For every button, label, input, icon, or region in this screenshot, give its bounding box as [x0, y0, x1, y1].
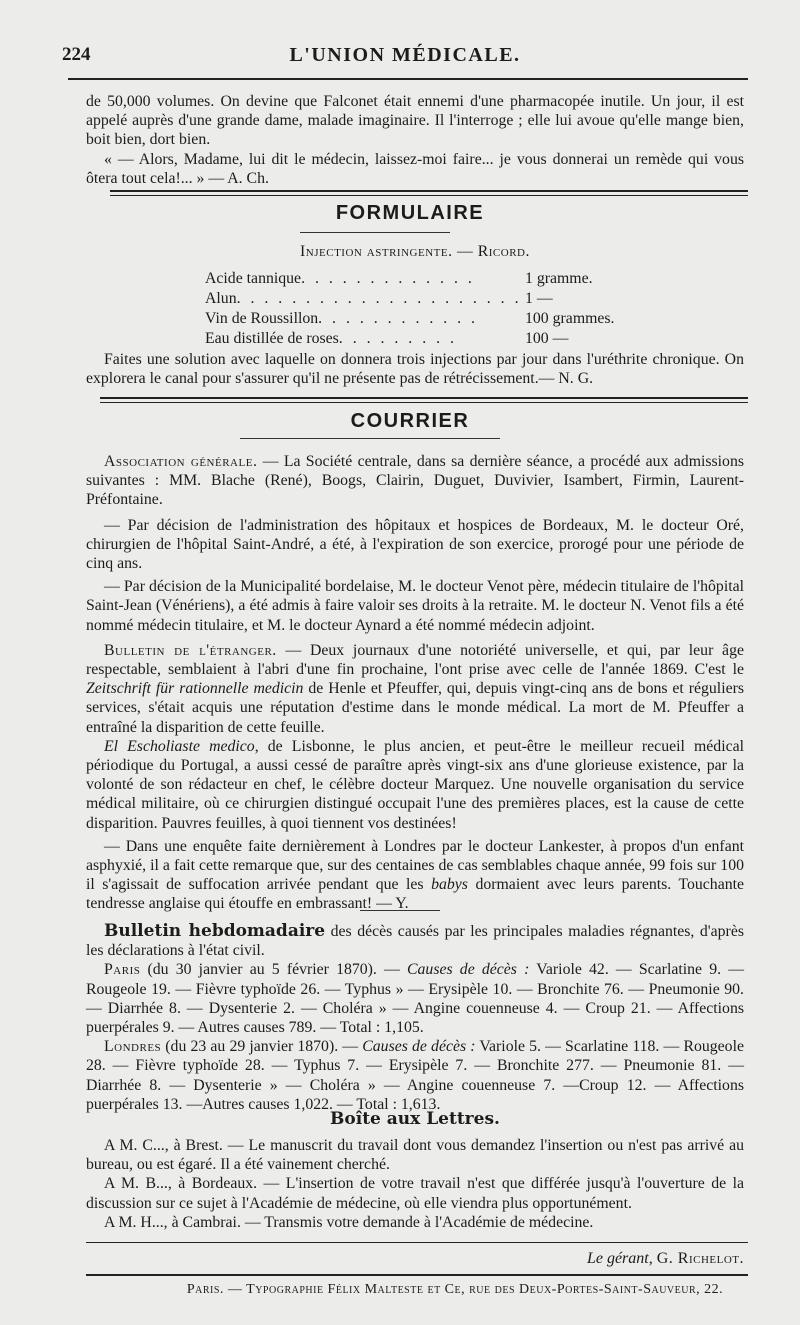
formulaire-title-rule: [300, 232, 450, 233]
courrier-title-rule: [240, 438, 500, 439]
boite-title: Boîte aux Lettres.: [330, 1109, 500, 1129]
page-header: [62, 44, 748, 74]
bulletin-body: [86, 922, 744, 1114]
paragraph-londres: — Dans une enquête faite dernièrement à Londres par le docteur Lankester, à propos d'un enfant asphyxié, il a fait cette remarque que, sur des centaines de cas semblables chaque année, 99 fois sur 100 il s'agissait de suffocation arrivée pendant que les babys dormaient avec leurs parents. Touchante tendresse anglaise qui étouffe en embrassant! — Y.: [86, 837, 745, 913]
printer-footer: Paris. — Typographie Félix Malteste et Ce, rue des Deux-Portes-Saint-Sauveur, 22.: [186, 1282, 724, 1297]
formulaire-text: Faites une solution avec laquelle on donnera trois injections par jour dans l'uréthrite chronique. On explorera le canal pour s'assurer qu'il ne présente pas de rétrécissement.— N. G.: [86, 351, 744, 388]
formulaire-title: FORMULAIRE: [335, 202, 485, 224]
recipe-quantity: 100 grammes.: [525, 310, 615, 327]
letter-brest: A M. C..., à Brest. — Le manuscrit du travail dont vous demandez l'insertion ou n'est pas arrivé au bureau, ou est égaré. Il a été vainement cherché.: [86, 1137, 744, 1174]
paragraph-association: Association générale. — La Société centrale, dans sa dernière séance, a procédé aux admissions suivantes : MM. Blache (René), Boogs, Clairin, Duguet, Duvivier, Isambert, Firmin, Laurent-Préfontaine.: [86, 453, 745, 509]
page-number: 224: [62, 44, 91, 65]
recipe-quantity: 1 gramme.: [525, 270, 593, 287]
recipe-row: [205, 310, 765, 330]
signature: Le gérant, G. Richelot.: [586, 1250, 744, 1267]
association-head: Association générale.: [104, 453, 258, 470]
header-rule: [68, 78, 748, 80]
section-rule-top: [100, 397, 748, 399]
recipe-ingredient: Acide tannique. . . . . . . . . . . . .: [205, 270, 475, 287]
letter-bordeaux: A M. B..., à Bordeaux. — L'insertion de votre travail n'est que différée jusqu'à l'ouverture de la discussion sur ce sujet à l'Académie de médecine, où elle viendra plus opportunément.: [86, 1175, 744, 1212]
bulletin-head: Bulletin hebdomadaire: [104, 921, 326, 941]
recipe-ingredient: Eau distillée de roses. . . . . . . . .: [205, 330, 457, 347]
bulletin-paris: Paris (du 30 janvier au 5 février 1870). — Causes de décès : Variole 42. — Scarlatine 9. — Rougeole 19. — Fièvre typhoïde 26. — Typhus » — Erysipèle 10. — Bronchite 76. — Pneumonie 90. — Diarrhée 8. — Dysenterie 2. — Choléra » — Angine couenneuse 4. — Croup 21. — Affections puerpérales 9. — Autres causes 789. — Total : 1,105.: [86, 961, 744, 1037]
bulletin-intro: Bulletin hebdomadaire des décès causés par les principales maladies régnantes, d'après les déclarations à l'état civil.: [86, 921, 744, 960]
separator-rule: [360, 910, 440, 911]
recipe-quantity: 100 —: [525, 330, 569, 347]
paragraph-etranger: Bulletin de l'étranger. — Deux journaux d'une notoriété universelle, et qui, par leur âge respectable, semblaient à l'abri d'une fin prochaine, l'ont prise avec celle de l'année 1869. C'est le Zeitschrift für rationnelle medicin de Henle et Pfeuffer, qui, depuis vingt-cinq ans de bons et réguliers services, s'était acquis une réputation d'estime dans le monde médical. La mort de M. Pfeuffer a entraîné la disparition de cette feuille.: [86, 641, 744, 736]
section-rule-bottom: [110, 195, 748, 196]
recipe-row: [205, 270, 765, 290]
etranger-head: Bulletin de l'étranger.: [104, 641, 277, 659]
paragraph-bordeaux-1: — Par décision de l'administration des hôpitaux et hospices de Bordeaux, M. le docteur Oré, chirurgien de l'hôpital Saint-André, a été, à l'expiration de son exercice, prorogé pour une période de cinq ans.: [86, 516, 744, 573]
intro-paragraph-1: de 50,000 volumes. On devine que Falconet était ennemi d'une pharmacopée inutile. Un jour, il est appelé auprès d'une grande dame, malade imaginaire. Il l'interroge ; elle lui avoue qu'elle mange bien, boit bien, dort bien.: [86, 93, 744, 149]
intro-text: [86, 92, 744, 188]
paragraph-bordeaux-2: — Par décision de la Municipalité bordelaise, M. le docteur Venot père, médecin titulaire de l'hôpital Saint-Jean (Vénériens), a été admis à faire valoir ses droits à la retraite. M. le docteur N. Venot fils a été nommé médecin titulaire, et M. le docteur Aynard a été nommé médecin adjoint.: [86, 578, 744, 634]
running-title: L'UNION MÉDICALE.: [289, 44, 521, 66]
recipe-row: [205, 290, 765, 310]
intro-paragraph-2: « — Alors, Madame, lui dit le médecin, laissez-moi faire... je vous donnerai un remède qui vous ôtera tout cela!... » — A. Ch.: [86, 150, 744, 187]
section-rule-top: [110, 190, 748, 192]
paragraph-escholiaste: El Escholiaste medico, de Lisbonne, le plus ancien, et peut-être le meilleur recueil médical périodique du Portugal, a aussi cessé de paraître après vingt-six ans d'une glorieuse existence, par la volonté de son rédacteur en chef, le célèbre docteur Marquez. Une nouvelle organisation du service médical militaire, où ce chirurgien distingué occupait l'une des premières places, est la cause de cette disparition. Pauvres feuilles, à quoi tiennent vos destinées!: [86, 737, 744, 832]
recipe-ingredient: Alun. . . . . . . . . . . . . . . . . . . . .: [205, 290, 522, 307]
footer-rule: [86, 1274, 748, 1276]
recipe-row: [205, 330, 765, 350]
courrier-title: COURRIER: [350, 410, 470, 432]
formulaire-subtitle: Injection astringente. — Ricord.: [300, 243, 530, 260]
signature-rule: [86, 1242, 748, 1243]
courrier-body: [86, 452, 744, 914]
bulletin-londres: Londres (du 23 au 29 janvier 1870). — Causes de décès : Variole 5. — Scarlatine 118. — Rougeole 28. — Fièvre typhoïde 28. — Typhus 7. — Erysipèle 7. — Bronchite 277. — Pneumonie 81. — Diarrhée 8. — Dysenterie » — Choléra » — Angine couenneuse 7. —Croup 12. — Affections puerpérales 13. —Autres causes 1,022. — Total : 1,613.: [86, 1038, 744, 1113]
letter-cambrai: A M. H..., à Cambrai. — Transmis votre demande à l'Académie de médecine.: [104, 1213, 594, 1231]
boite-body: [86, 1136, 744, 1232]
section-rule-bottom: [100, 402, 748, 403]
recipe-ingredient: Vin de Roussillon. . . . . . . . . . . .: [205, 310, 478, 327]
recipe-quantity: 1 —: [525, 290, 553, 307]
